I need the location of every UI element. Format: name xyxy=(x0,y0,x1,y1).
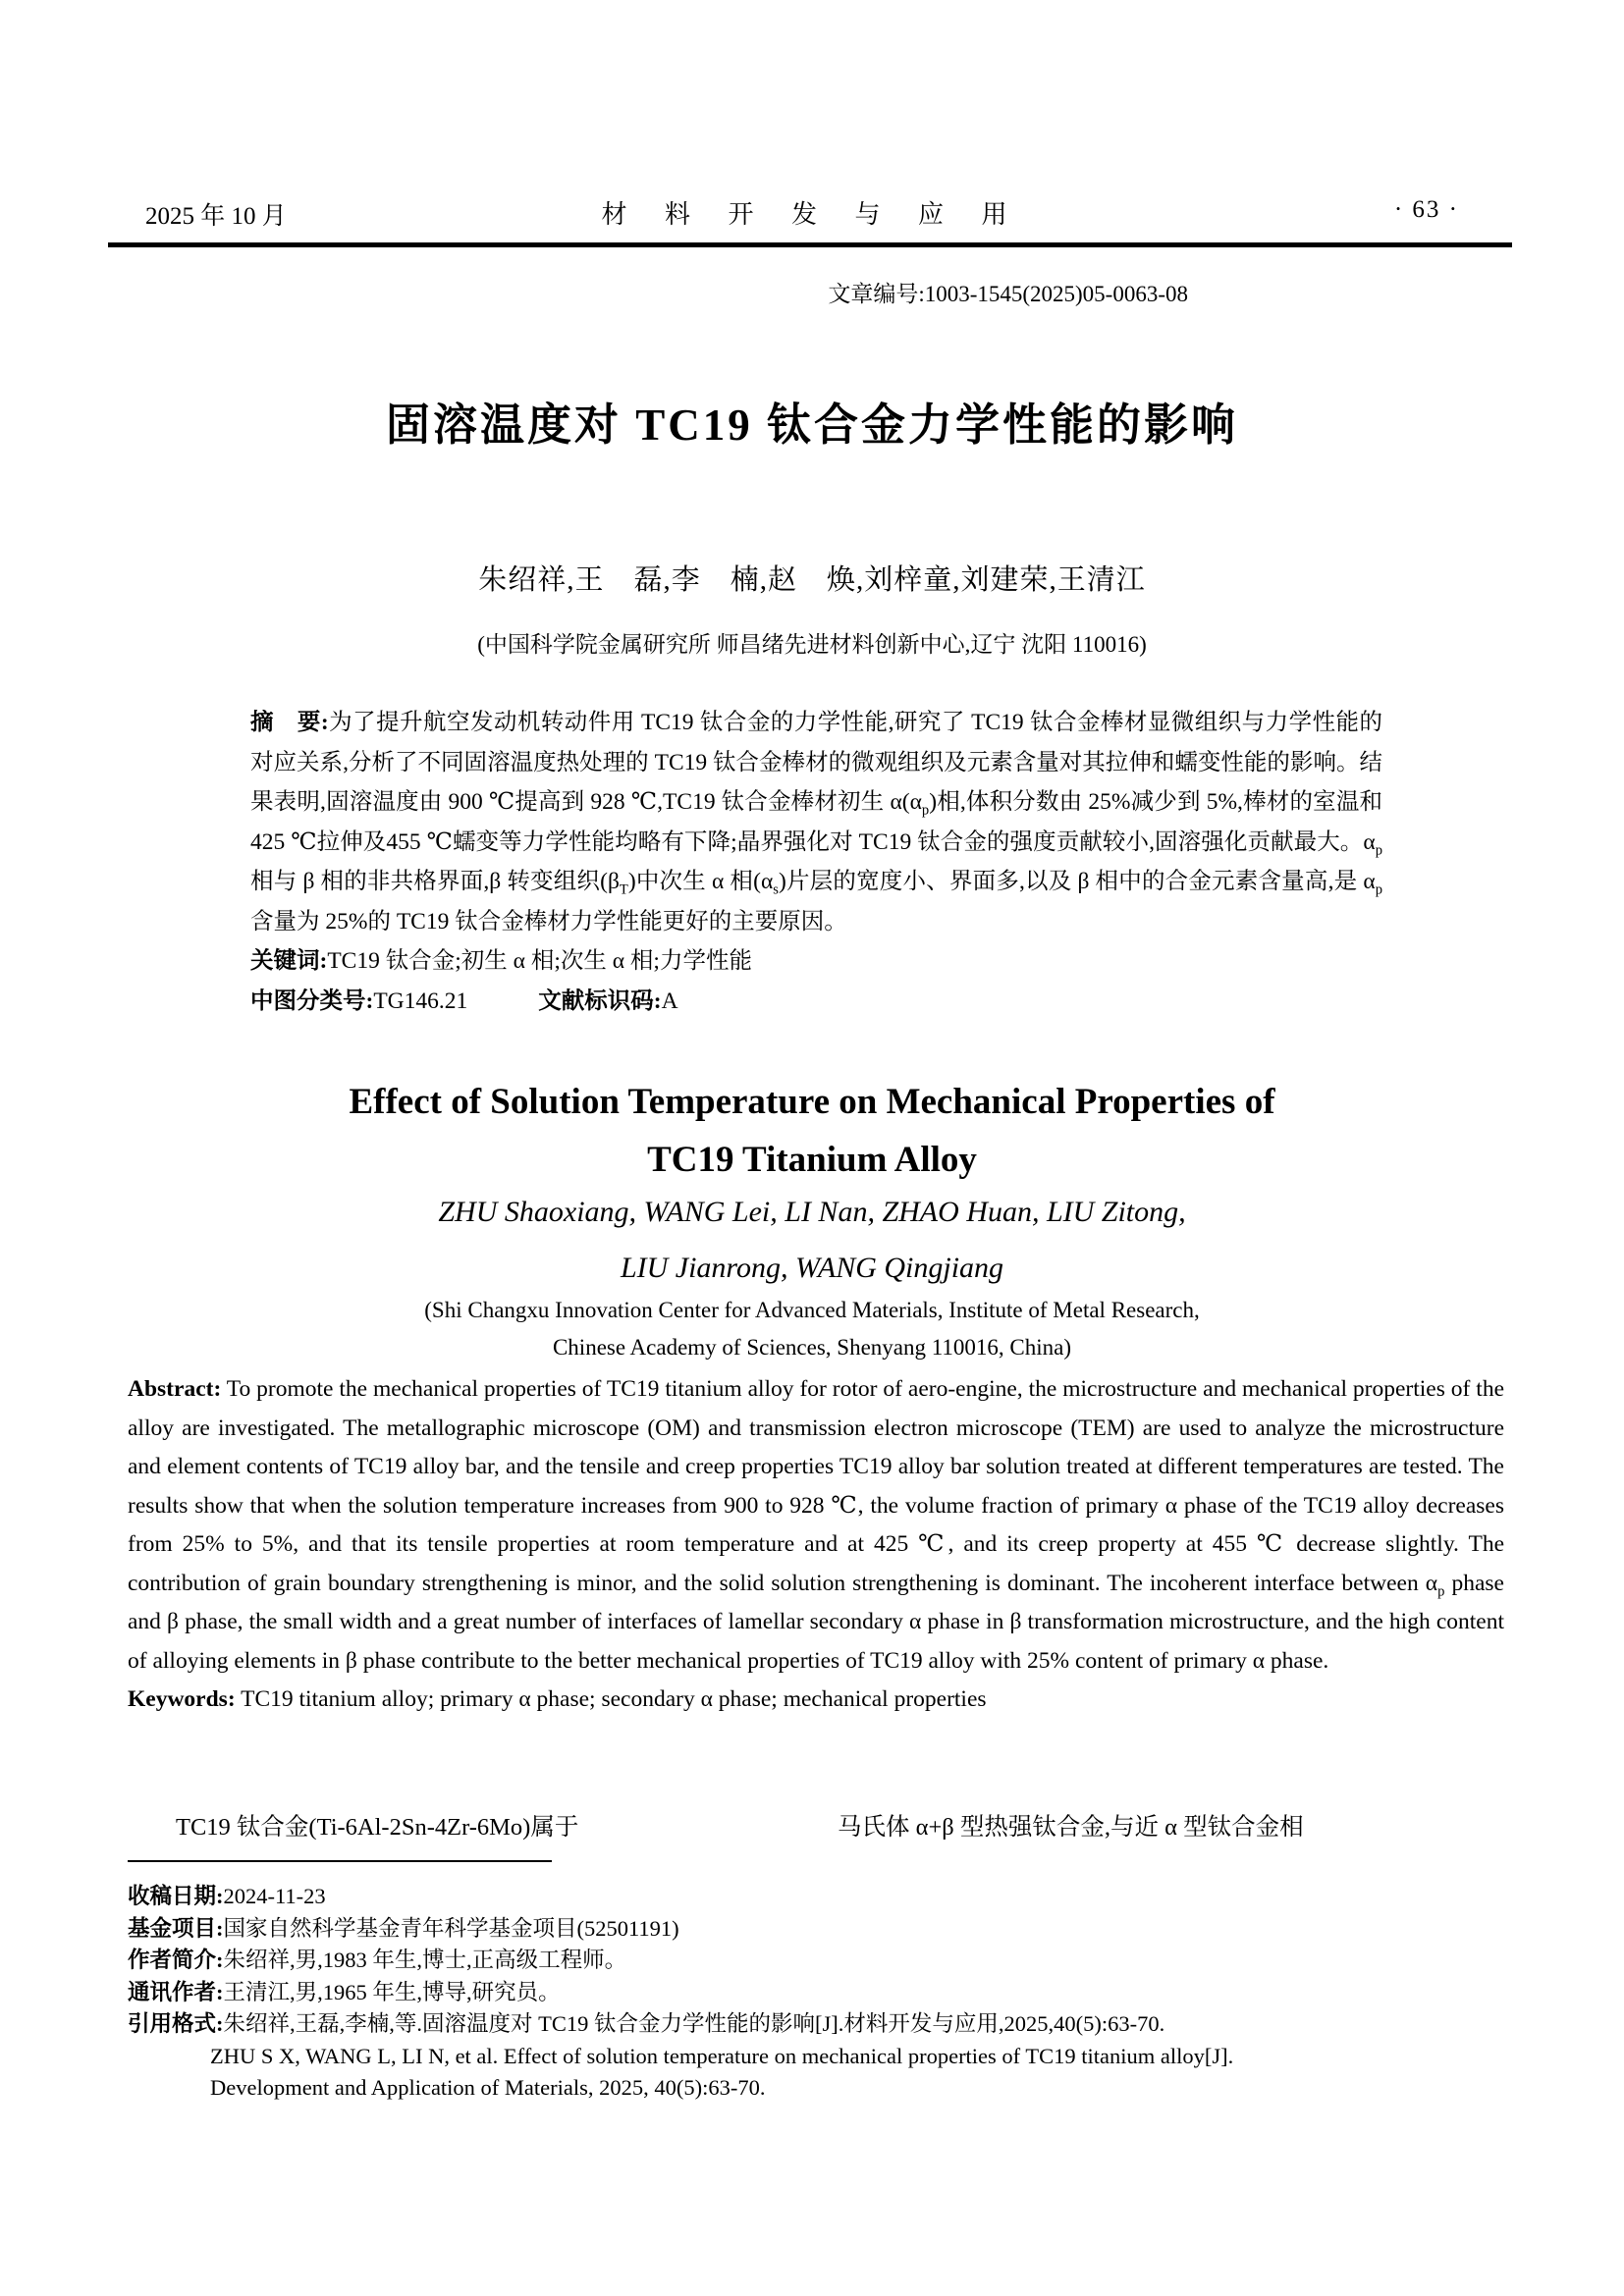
footnote-received-label: 收稿日期: xyxy=(128,1884,224,1908)
footnote-citation-line2: ZHU S X, WANG L, LI N, et al. Effect of solution temperature on mechanical properties of TC19 titanium alloy[J]. xyxy=(210,2043,1234,2068)
abstract-text-en: To promote the mechanical properties of TC19 titanium alloy for rotor of aero-engine, the microstructure and mechanical properties of the alloy are investigated. The metallographic microscope (OM) and transmission electron microscope (TEM) are used to analyze the microstructure and element contents of TC19 alloy bar, and the tensile and creep properties TC19 alloy bar solution treated at different temperatures are tested. The results show that when the solution temperature increases from 900 to 928 ℃, the volume fraction of primary α phase of the TC19 alloy decreases from 25% to 5%, and that its tensile properties at room temperature and at 425 ℃, and its creep property at 455 ℃ decrease slightly. The contribution of grain boundary strengthening is minor, and the solid solution strengthening is dominant. The incoherent interface between $\alpha_p$ phase and β phase, the small width and a great number of interfaces of lamellar secondary α phase in β transformation microstructure, and the high content of alloying elements in β phase contribute to the better mechanical properties of TC19 alloy with 25% content of primary α phase. xyxy=(128,1376,1504,1674)
affiliation-en-line1: (Shi Changxu Innovation Center for Advanced Materials, Institute of Metal Research, xyxy=(424,1298,1200,1322)
footnote-author-bio-text: 朱绍祥,男,1983 年生,博士,正高级工程师。 xyxy=(223,1948,627,1972)
paper-title-en-line1: Effect of Solution Temperature on Mechanical Properties of xyxy=(349,1082,1275,1122)
header-page-number: · 63 · xyxy=(1393,196,1459,223)
footnote-fund xyxy=(128,1913,1514,1946)
abstract-paragraph-cn xyxy=(250,703,1382,941)
footnote-divider-rule xyxy=(128,1860,552,1862)
doc-code-label: 文献标识码: xyxy=(538,988,662,1014)
doc-code-value: A xyxy=(661,988,678,1014)
footnote-received-date xyxy=(128,1881,1514,1913)
footnote-author-bio xyxy=(128,1945,1514,1977)
footnote-citation-line1 xyxy=(128,2008,1514,2041)
keywords-line-en xyxy=(128,1681,1504,1720)
affiliation-cn: (中国科学院金属研究所 师昌绪先进材料创新中心,辽宁 沈阳 110016) xyxy=(477,632,1147,657)
footnote-citation-label: 引用格式: xyxy=(128,2011,224,2036)
abstract-text-cn: 为了提升航空发动机转动件用 TC19 钛合金的力学性能,研究了 TC19 钛合金棒材显微组织与力学性能的对应关系,分析了不同固溶温度热处理的 TC19 钛合金棒材的微观组织及元素含量对其拉伸和蠕变性能的影响。结果表明,固溶温度由 900 ℃提高到 928 ℃,TC19 钛合金棒材初生 $\alpha(\alpha_p)$相,体积分数由 25%减少到 5%,棒材的室温和425 ℃拉伸及455 ℃蠕变等力学性能均略有下降;晶界强化对 TC19 钛合金的强度贡献较小,固溶强化贡献最大。$\alpha_p$ 相与 β 相的非共格界面,β 转变组织$(\beta_T)$中次生 α 相$(\alpha_s)$片层的宽度小、界面多,以及 β 相中的合金元素含量高,是 $\alpha_p$ 含量为 25%的 TC19 钛合金棒材力学性能更好的主要原因。 xyxy=(250,710,1383,934)
paper-title-en-line2: TC19 Titanium Alloy xyxy=(647,1140,977,1180)
abstract-paragraph-en xyxy=(128,1370,1504,1681)
keywords-text-cn: TC19 钛合金;初生 α 相;次生 α 相;力学性能 xyxy=(327,948,752,974)
footnotes-section xyxy=(128,1881,1514,2105)
footnote-corresponding-label: 通讯作者: xyxy=(128,1979,224,2004)
clc-value: TG146.21 xyxy=(373,988,468,1014)
footnote-corresponding-author xyxy=(128,1977,1514,2009)
footnote-citation-text-cn: 朱绍祥,王磊,李楠,等.固溶温度对 TC19 钛合金力学性能的影响[J].材料开发与应用,2025,40(5):63-70. xyxy=(223,2011,1165,2036)
affiliation-en xyxy=(0,1292,1624,1366)
abstract-section-cn xyxy=(250,703,1382,1021)
affiliation-en-line2: Chinese Academy of Sciences, Shenyang 110016, China) xyxy=(552,1335,1072,1360)
footnote-corresponding-text: 王清江,男,1965 年生,博导,研究员。 xyxy=(223,1979,561,2004)
header-divider-rule xyxy=(108,242,1512,247)
keywords-label-cn: 关键词: xyxy=(250,948,328,974)
keywords-text-en: TC19 titanium alloy; primary α phase; secondary α phase; mechanical properties xyxy=(235,1686,987,1712)
header-journal-title: 材 料 开 发 与 应 用 xyxy=(601,200,1023,229)
body-text-columns xyxy=(128,1808,1504,1847)
article-number: 文章编号:1003-1545(2025)05-0063-08 xyxy=(828,282,1188,306)
body-column-left: TC19 钛合金(Ti-6Al-2Sn-4Zr-6Mo)属于 xyxy=(176,1814,579,1841)
clc-label: 中图分类号: xyxy=(250,988,374,1014)
paper-title-en xyxy=(0,1073,1624,1189)
footnote-fund-text: 国家自然科学基金青年科学基金项目(52501191) xyxy=(223,1915,679,1941)
clc-line xyxy=(250,982,1382,1022)
abstract-section-en xyxy=(128,1370,1504,1720)
footnote-citation-line3: Development and Application of Materials, 2025, 40(5):63-70. xyxy=(210,2075,766,2100)
authors-en-line1: ZHU Shaoxiang, WANG Lei, LI Nan, ZHAO Huan, LIU Zitong, xyxy=(438,1196,1186,1228)
keywords-line-cn xyxy=(250,941,1382,982)
header-issue-date: 2025 年 10 月 xyxy=(145,203,287,230)
abstract-label-cn: 摘 要: xyxy=(250,710,329,735)
authors-en xyxy=(0,1184,1624,1296)
abstract-label-en: Abstract: xyxy=(128,1376,222,1402)
keywords-label-en: Keywords: xyxy=(128,1686,236,1712)
footnote-received-text: 2024-11-23 xyxy=(223,1884,326,1908)
body-column-right: 马氏体 α+β 型热强钛合金,与近 α 型钛合金相 xyxy=(838,1814,1304,1841)
authors-en-line2: LIU Jianrong, WANG Qingjiang xyxy=(620,1252,1004,1284)
paper-title-cn: 固溶温度对 TC19 钛合金力学性能的影响 xyxy=(385,400,1238,450)
authors-cn: 朱绍祥,王 磊,李 楠,赵 焕,刘梓童,刘建荣,王清江 xyxy=(478,564,1146,596)
footnote-fund-label: 基金项目: xyxy=(128,1915,224,1941)
footnote-author-bio-label: 作者简介: xyxy=(128,1948,224,1972)
